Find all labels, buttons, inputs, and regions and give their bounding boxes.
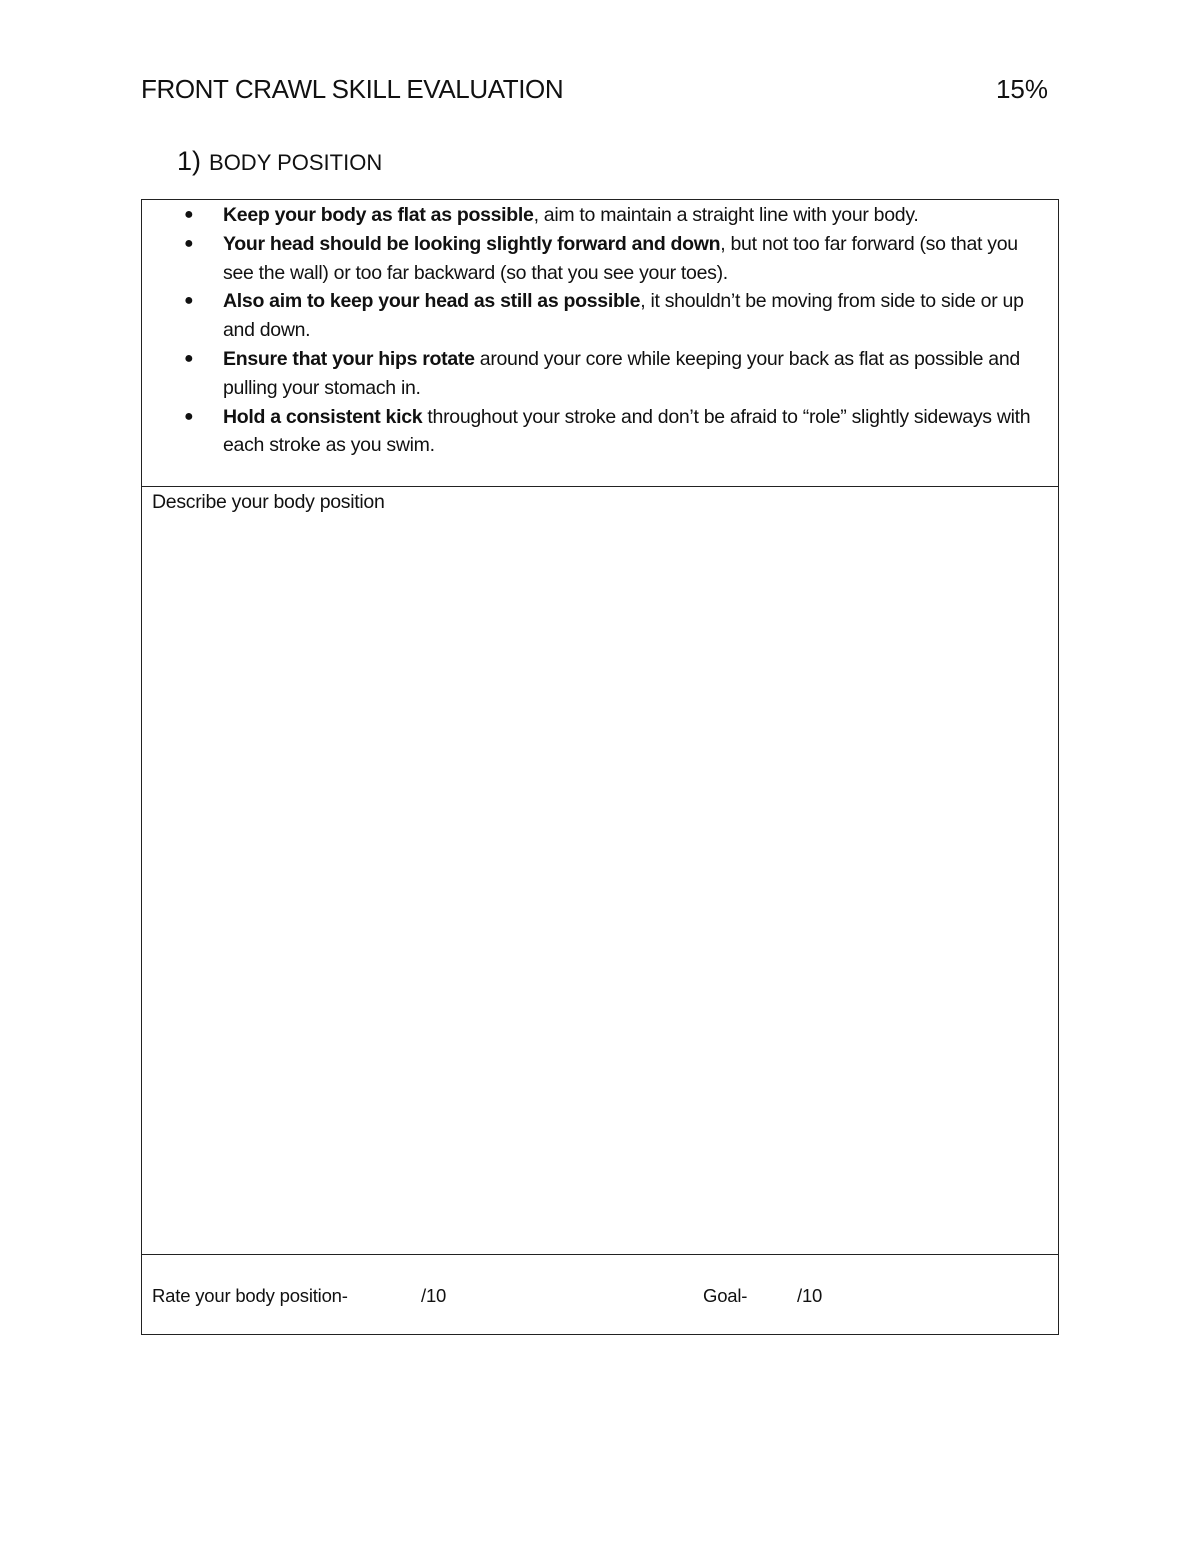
describe-label: Describe your body position	[152, 491, 385, 513]
criteria-cell	[142, 200, 1059, 487]
criteria-list	[142, 201, 1058, 460]
document-title: FRONT CRAWL SKILL EVALUATION	[141, 74, 564, 104]
criteria-text: , aim to maintain a straight line with your body.	[533, 204, 919, 226]
criteria-text: around your core while keeping your back as flat as possible and pulling your stomach in.	[223, 347, 1020, 399]
criteria-bold: Ensure that your hips rotate	[223, 347, 475, 370]
criteria-item	[184, 287, 1032, 345]
criteria-text: , it shouldn’t be moving from side to side or up and down.	[223, 290, 1024, 342]
section-heading	[177, 146, 382, 177]
bullet-icon: ●	[184, 234, 194, 252]
criteria-item	[184, 201, 1032, 230]
bullet-icon: ●	[184, 292, 194, 310]
criteria-bold: Hold a consistent kick	[223, 405, 423, 428]
describe-answer-field[interactable]	[142, 487, 1059, 1255]
rating-cell	[142, 1255, 1059, 1335]
criteria-item	[184, 403, 1032, 461]
criteria-bold: Also aim to keep your head as still as possible	[223, 290, 641, 313]
evaluation-table	[141, 199, 1059, 1335]
bullet-icon: ●	[184, 349, 194, 367]
goal-label: Goal-	[703, 1285, 748, 1306]
criteria-item	[184, 345, 1032, 403]
criteria-bold: Your head should be looking slightly forward and down	[223, 232, 721, 255]
criteria-item	[184, 230, 1032, 288]
section-number: 1)	[177, 146, 202, 176]
bullet-icon: ●	[184, 407, 194, 425]
criteria-text: throughout your stroke and don’t be afraid to “role” slightly sideways with each stroke as you swim.	[223, 405, 1031, 457]
section-title: BODY POSITION	[209, 150, 383, 175]
bullet-icon: ●	[184, 206, 194, 223]
criteria-bold: Keep your body as flat as possible	[223, 204, 534, 226]
criteria-text: , but not too far forward (so that you see the wall) or too far backward (so that you see your toes).	[223, 232, 1018, 284]
weight-percentage: 15%	[995, 74, 1048, 104]
self-rating-scale[interactable]: /10	[421, 1285, 447, 1306]
self-rating-label: Rate your body position-	[152, 1285, 348, 1306]
goal-scale[interactable]: /10	[797, 1285, 823, 1306]
